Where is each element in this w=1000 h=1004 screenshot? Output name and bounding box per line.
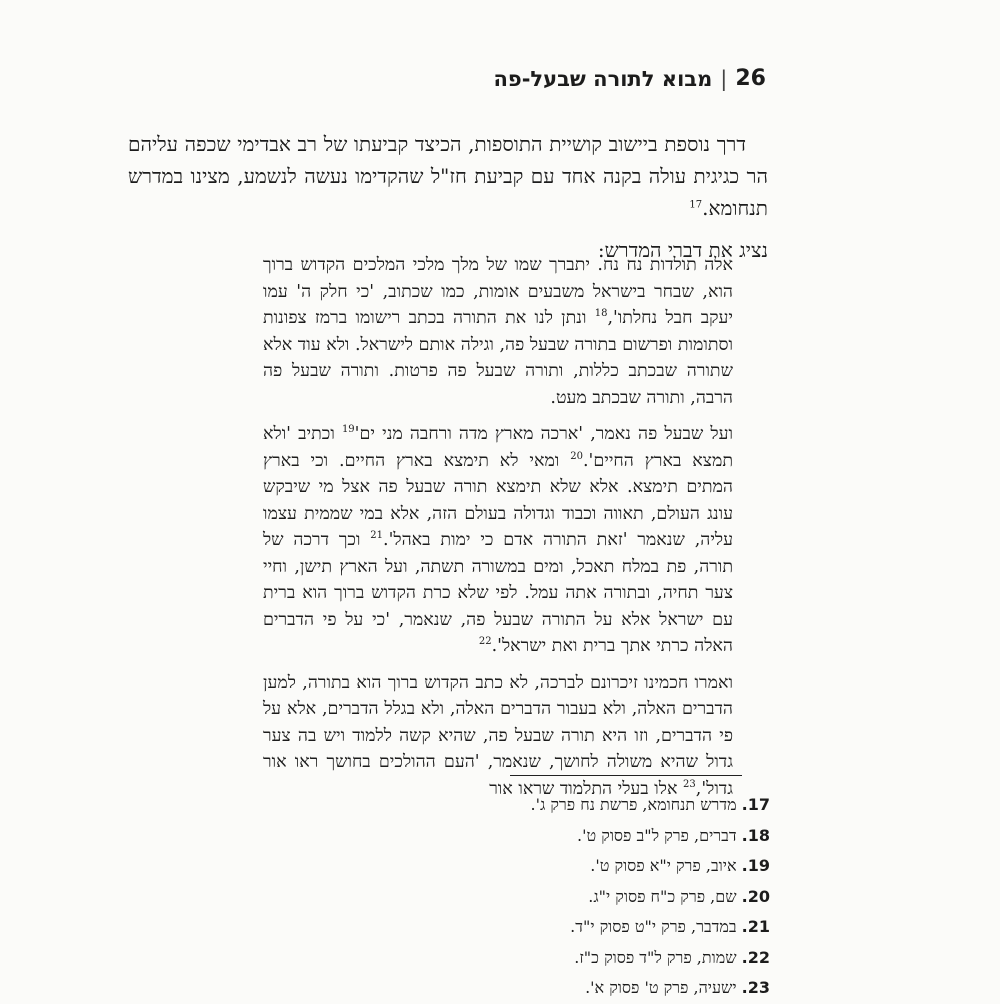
- footnote-number: 20.: [741, 886, 770, 906]
- midrash-quote: [263, 252, 733, 812]
- footnote-item: [300, 851, 770, 882]
- page-number: 26: [735, 66, 766, 91]
- footnote-divider: [510, 775, 742, 776]
- footnote-item: [300, 790, 770, 821]
- footnote-text: שמות, פרק ל"ד פסוק כ"ז.: [574, 947, 737, 967]
- midrash-p1-part-b: ונתן לנו את התורה בכתב רישומו ברמז צפונות וסתומות ופרשום בתורה שבעל פה, וגילה אותם לישראל. ולא עוד אלא שתורה שבכתב כללות, ותורה שבעל פה פרטות. ותורה שבעל פה הרבה, ותורה שבכתב מעט.: [263, 308, 733, 408]
- footnote-ref-19: 19: [341, 424, 355, 436]
- intro-text: [128, 128, 768, 266]
- midrash-p2-part-b: וכתיב 'ולא תמצא בארץ החיים'.: [263, 424, 734, 471]
- midrash-p2-part-a: ועל שבעל פה נאמר, 'ארכה מארץ מדה ורחבה מני ים': [354, 424, 734, 444]
- footnotes: [300, 790, 770, 1004]
- footnote-ref-20: 20: [570, 450, 583, 462]
- footnote-number: 21.: [741, 917, 770, 936]
- footnote-text: מדרש תנחומא, פרשת נח פרק ג'.: [530, 795, 737, 814]
- intro-paragraph: [128, 128, 768, 224]
- midrash-p1-part-a: אלה תולדות נח נח. יתברך שמו של מלך מלכי המלכים הקדוש ברוך הוא, שבחר בישראל משבעים אומות, כמו שכתוב, 'כי חלק ה' עמו יעקב חבל נחלתו',: [263, 255, 733, 328]
- footnote-item: [300, 912, 770, 943]
- footnote-item: [300, 973, 770, 1004]
- midrash-paragraph-2: [263, 421, 733, 660]
- footnote-ref-18: 18: [594, 308, 608, 320]
- footnote-item: [300, 943, 770, 974]
- midrash-paragraph-1: [263, 252, 733, 411]
- midrash-p3-part-a: ואמרו חכמינו זיכרונם לברכה, לא כתב הקדוש ברוך הוא בתורה, למען הדברים האלה, ולא בעבור הדברים האלה, ולא בגלל הדברים, אלא על פי הדברים, וזו היא תורה שבעל פה, שהיא קשה ללמוד ויש בה צער גדול שהיא משולה לחושך, שנאמר, 'העם ההולכים בחושך ראו אור גדול',: [263, 672, 733, 799]
- footnote-number: 18.: [741, 825, 770, 845]
- running-header: [0, 66, 766, 91]
- intro-paragraph-text: דרך נוספת ביישוב קושיית התוספות, הכיצד קביעתו של רב אבדימי שכפה עליהם הר כגיגית עולה בקנה אחד עם קביעת חז"ל שהקדימו נעשה לנשמע, מצינו במדרש תנחומא.: [128, 132, 768, 220]
- footnote-ref-22: 22: [478, 636, 492, 648]
- midrash-p2-part-d: וכך דרכה של תורה, פת במלח תאכל, ומים במשורה תשתה, ועל הארץ תישן, וחיי צער תחיה, ובתורה אתה עמל. לפי שלא כרת הקדוש ברוך הוא ברית עם ישראל אלא על התורה שבעל פה, שנאמר, 'כי על פי הדברים האלה כרתי אתך ברית ואת ישראל'.: [263, 530, 733, 656]
- footnote-text: במדבר, פרק י"ט פסוק י"ד.: [570, 917, 737, 936]
- footnote-text: דברים, פרק ל"ב פסוק ט'.: [577, 825, 737, 845]
- midrash-paragraph-3: [263, 670, 733, 803]
- footnote-ref-21: 21: [370, 530, 384, 542]
- footnote-number: 22.: [741, 947, 770, 967]
- footnote-ref-17: 17: [689, 199, 703, 211]
- footnote-text: ישעיה, פרק ט' פסוק א'.: [585, 978, 737, 997]
- footnote-text: איוב, פרק י"א פסוק ט'.: [590, 856, 737, 875]
- intro-lead: נציג את דברי המדרש:: [597, 238, 768, 262]
- chapter-title: מבוא לתורה שבעל-פה: [493, 66, 713, 91]
- midrash-p2-part-c: ומאי לא תימצא בארץ החיים. וכי בארץ המתים תימצא. אלא שלא תימצא תורה שבעל פה אצל מי שיבקש עונג העולם, תאווה וכבוד וגדולה בעולם הזה, אלא במי שממית עצמו עליה, שנאמר 'זאת התורה אדם כי ימות באהל'.: [263, 450, 733, 550]
- footnote-item: [300, 882, 770, 913]
- header-separator: |: [720, 66, 728, 91]
- footnote-number: 17.: [741, 795, 770, 814]
- footnote-item: [300, 821, 770, 852]
- midrash-p3-part-b: אלו בעלי התלמוד שראו אור: [489, 778, 684, 799]
- footnote-ref-23: 23: [683, 778, 696, 790]
- footnote-number: 23.: [741, 978, 770, 997]
- footnote-text: שם, פרק כ"ח פסוק י"ג.: [588, 886, 737, 906]
- footnote-number: 19.: [741, 856, 770, 875]
